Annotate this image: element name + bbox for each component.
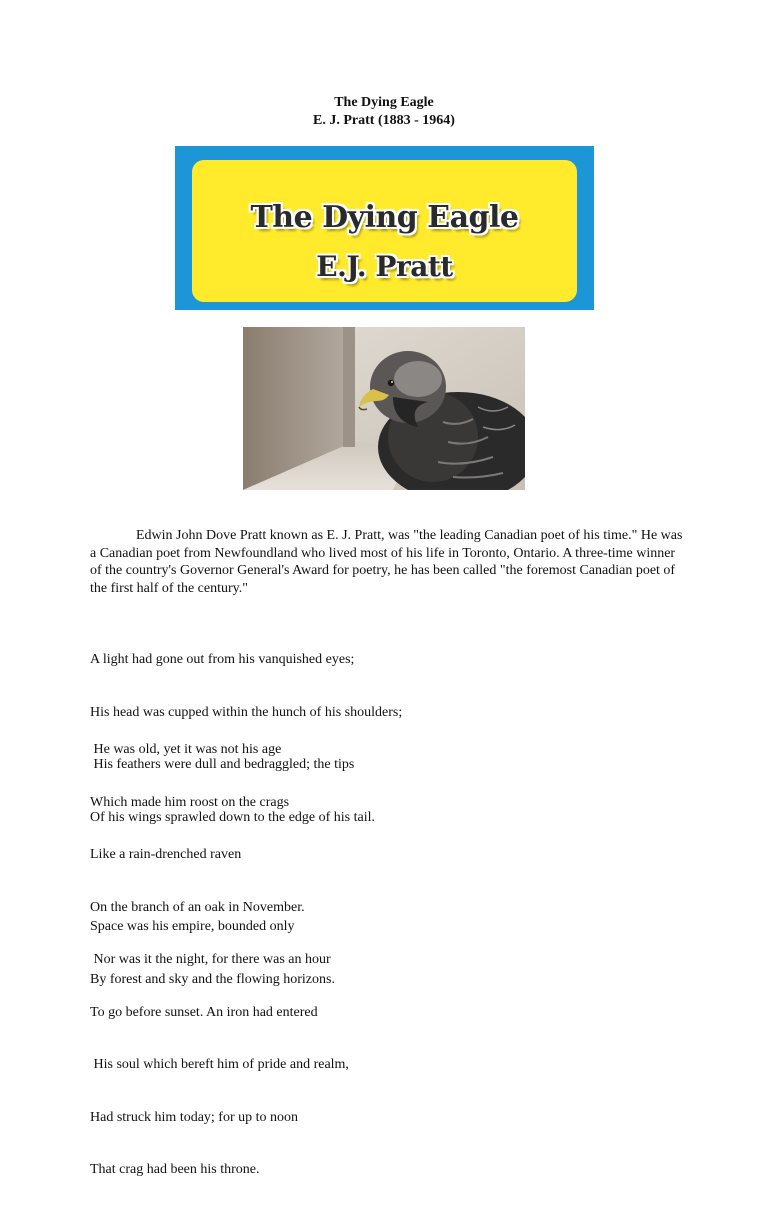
eagle-illustration (243, 327, 525, 490)
title-block (0, 94, 768, 130)
poem-line: On the branch of an oak in November. (90, 899, 305, 915)
intro-paragraph (90, 527, 690, 597)
poem-line: Nor was it the night, for there was an hour (90, 952, 331, 967)
poem-author: E. J. Pratt (1883 - 1964) (313, 113, 455, 128)
eagle-photo (243, 327, 525, 490)
poem-line: By forest and sky and the flowing horizons. (90, 971, 335, 987)
poem-line: Like a rain-drenched raven (90, 847, 242, 862)
intro-text: Edwin John Dove Pratt known as E. J. Pratt, was "the leading Canadian poet of his time." He was a Canadian poet from Newfoundland who lived most of his life in Toronto, Ontario. A three-time winner of the country's Governor General's Award for poetry, he has been called "the foremost Canadian poet of the first half of the century." (90, 528, 683, 596)
poem-line: Of his wings sprawled down to the edge of his tail. (90, 809, 376, 825)
poem-line: His feathers were dull and bedraggled; the tips (90, 757, 355, 772)
banner-author-text: E.J. Pratt (316, 250, 453, 283)
banner-yellow-panel (192, 160, 577, 302)
poem-stanza-3 (90, 883, 690, 1023)
poem-line: To go before sunset. An iron had entered (90, 1004, 318, 1020)
poem-line: Had struck him today; for up to noon (90, 1109, 299, 1125)
banner-title-text: The Dying Eagle (250, 200, 519, 235)
poem-title: The Dying Eagle (334, 95, 434, 110)
poem-line: Space was his empire, bounded only (90, 919, 295, 934)
poem-line: His head was cupped within the hunch of his shoulders; (90, 704, 403, 720)
poem-line: A light had gone out from his vanquished eyes; (90, 652, 355, 667)
title-banner-image (175, 146, 594, 310)
poem-line: His soul which bereft him of pride and realm, (90, 1057, 349, 1072)
poem-line: Which made him roost on the crags (90, 794, 290, 810)
poem-line: He was old, yet it was not his age (90, 742, 282, 757)
poem-line: That crag had been his throne. (90, 1162, 260, 1177)
